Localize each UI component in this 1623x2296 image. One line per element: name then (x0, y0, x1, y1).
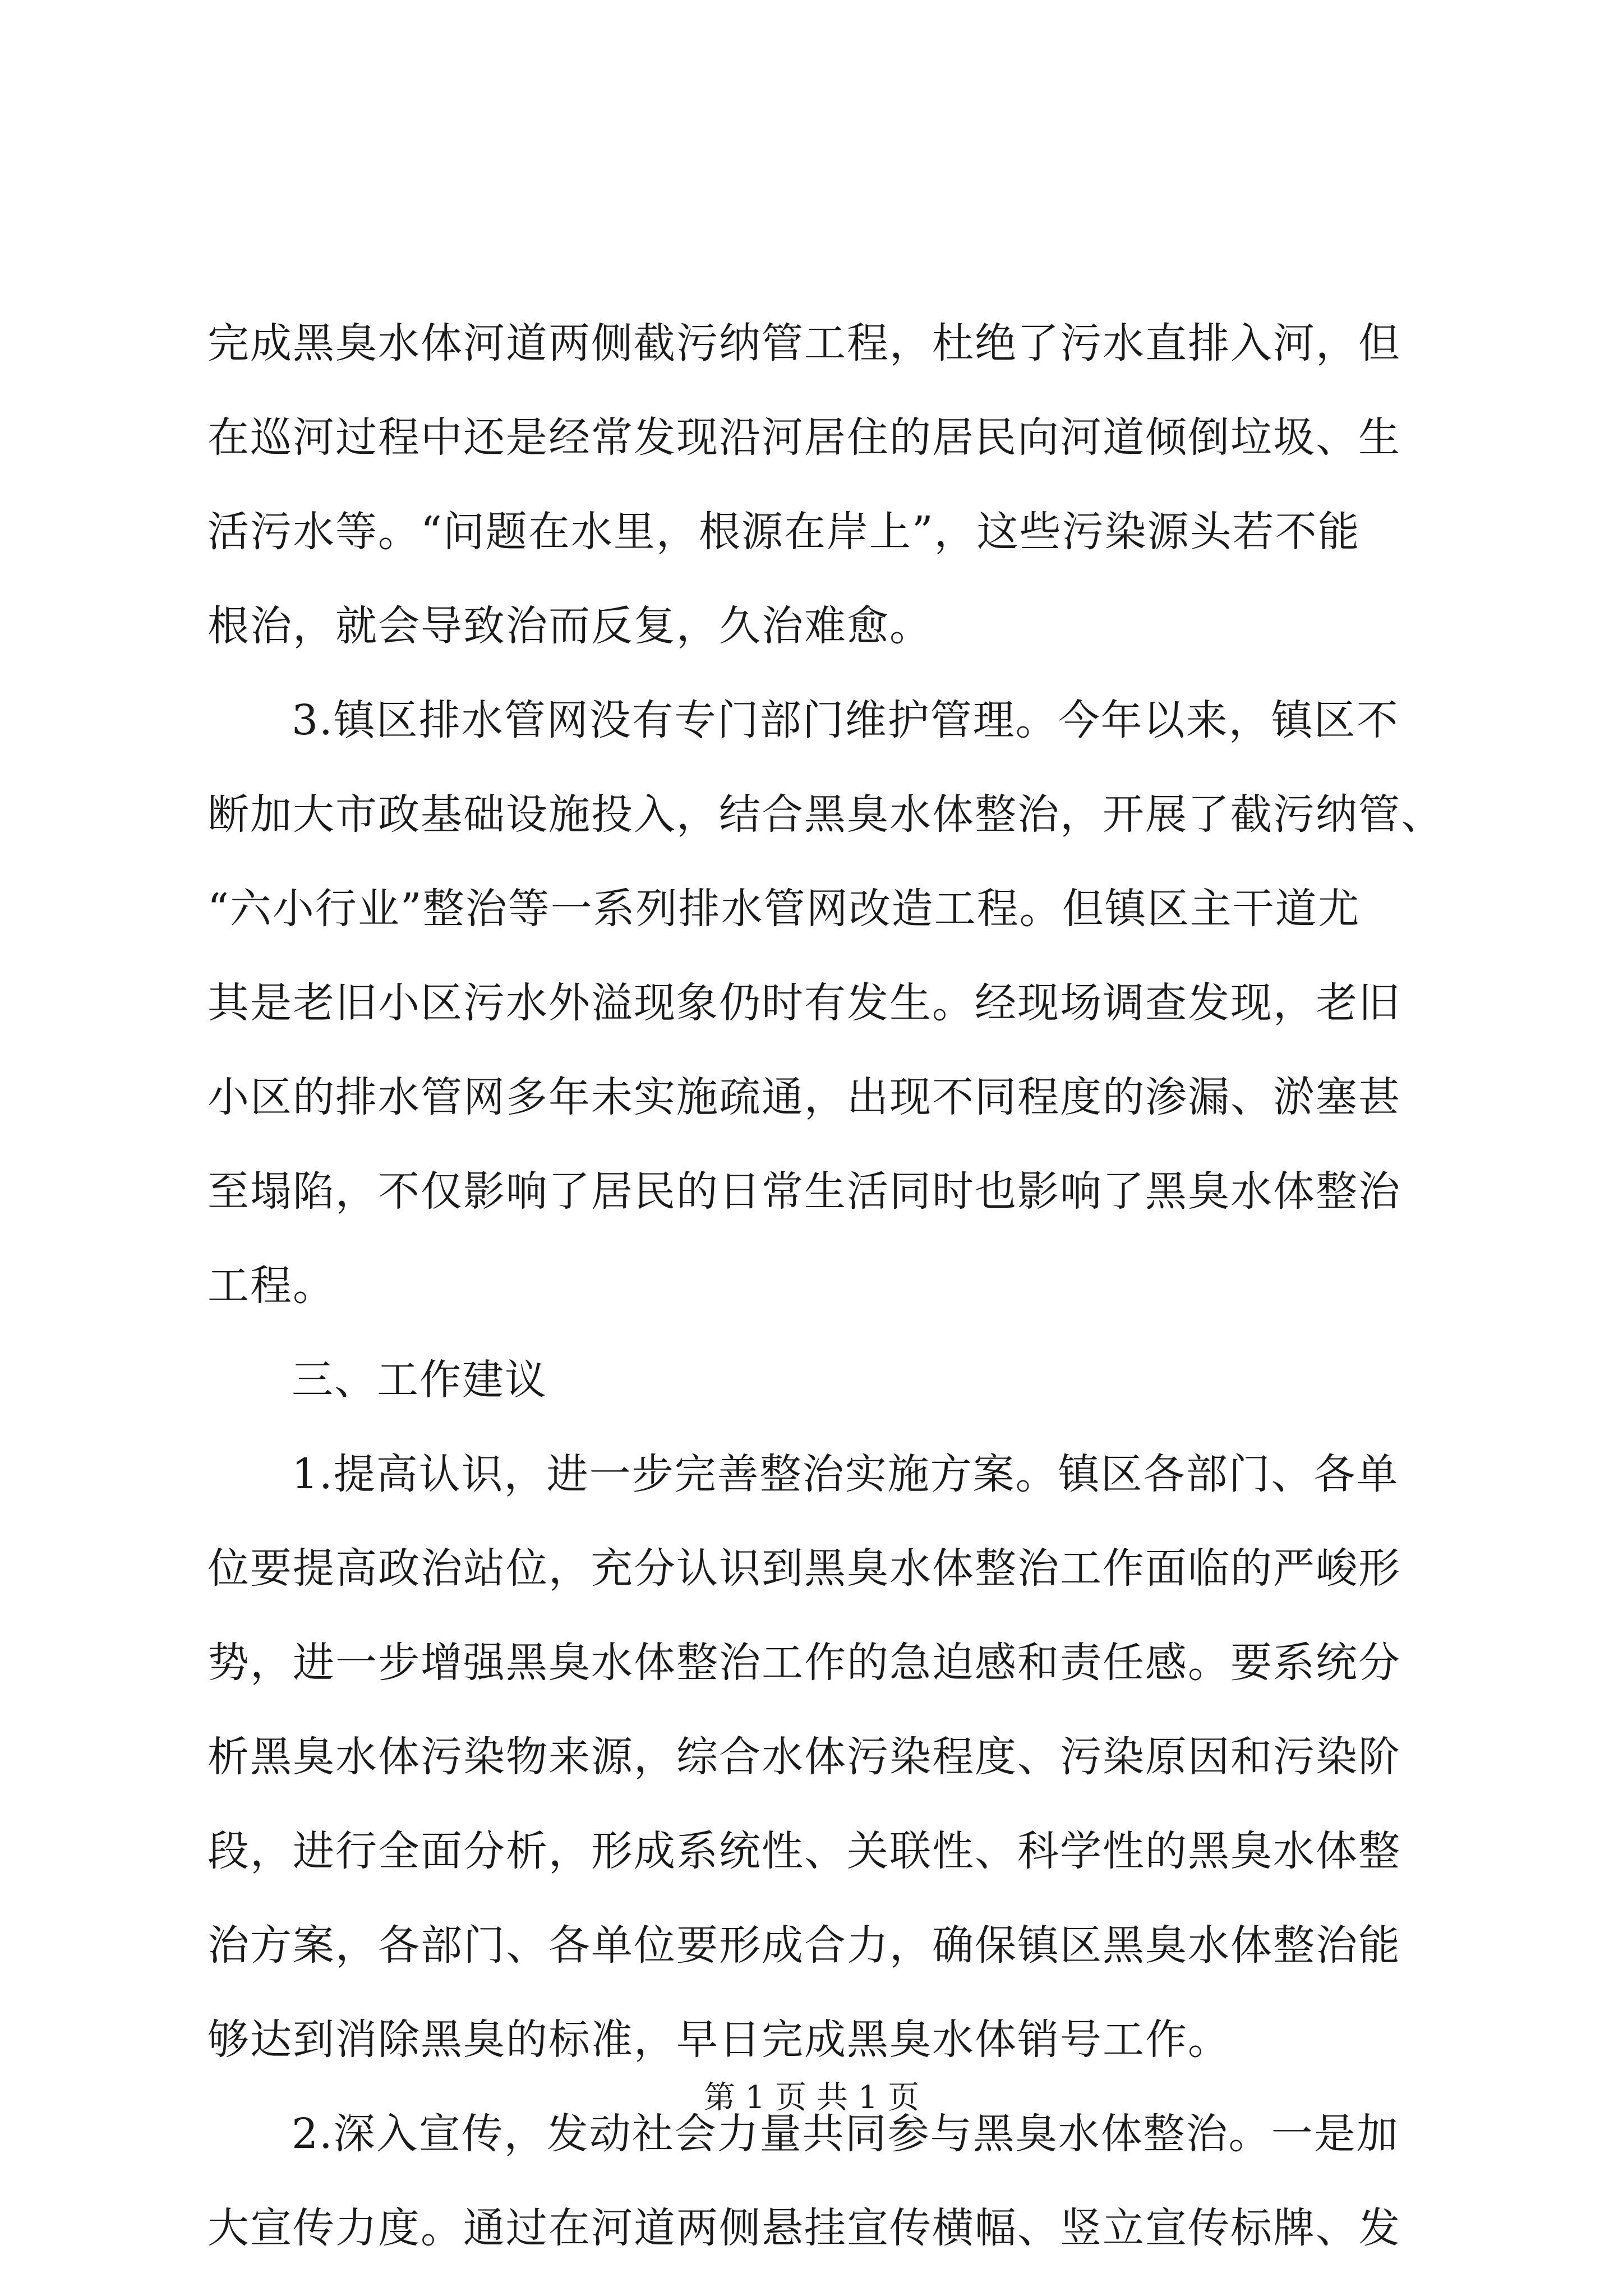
text-line: 够达到消除黑臭的标准，早日完成黑臭水体销号工作。 (208, 2016, 1230, 2064)
text-line: “六小行业”整治等一系列排水管网改造工程。但镇区主干道尤 (208, 885, 1361, 933)
text-line: 断加大市政基础设施投入，结合黑臭水体整治，开展了截污纳管、 (208, 790, 1444, 839)
text-line: 段，进行全面分析，形成系统性、关联性、科学性的黑臭水体整 (208, 1827, 1401, 1875)
section-heading: 三、工作建议 (292, 1356, 547, 1404)
body-text (208, 296, 1444, 2275)
page-footer: 第 1 页 共 1 页 (703, 2079, 920, 2116)
text-line: 析黑臭水体污染物来源，综合水体污染程度、污染原因和污染阶 (208, 1733, 1401, 1781)
text-line: 治方案，各部门、各单位要形成合力，确保镇区黑臭水体整治能 (208, 1921, 1401, 1970)
text-line: 小区的排水管网多年未实施疏通，出现不同程度的渗漏、淤塞甚 (208, 1073, 1401, 1121)
text-line: 根治，就会导致治而反复，久治难愈。 (208, 602, 932, 650)
text-line: 工程。 (208, 1262, 335, 1310)
paragraph-first-line: 2.深入宣传，发动社会力量共同参与黑臭水体整治。一是加 (292, 2110, 1399, 2158)
paragraph-first-line: 1.提高认识，进一步完善整治实施方案。镇区各部门、各单 (292, 1450, 1399, 1498)
text-line: 大宣传力度。通过在河道两侧悬挂宣传横幅、竖立宣传标牌、发 (208, 2204, 1401, 2252)
text-line: 在巡河过程中还是经常发现沿河居住的居民向河道倾倒垃圾、生 (208, 413, 1401, 462)
text-line: 至塌陷，不仅影响了居民的日常生活同时也影响了黑臭水体整治 (208, 1167, 1401, 1216)
text-line: 完成黑臭水体河道两侧截污纳管工程，杜绝了污水直排入河，但 (208, 319, 1401, 367)
text-line: 势，进一步增强黑臭水体整治工作的急迫感和责任感。要系统分 (208, 1639, 1401, 1687)
text-line: 位要提高政治站位，充分认识到黑臭水体整治工作面临的严峻形 (208, 1544, 1401, 1593)
text-line: 其是老旧小区污水外溢现象仍时有发生。经现场调查发现，老旧 (208, 979, 1401, 1027)
paragraph-first-line: 3.镇区排水管网没有专门部门维护管理。今年以来，镇区不 (292, 696, 1399, 744)
text-line: 活污水等。“问题在水里，根源在岸上”，这些污染源头若不能 (208, 508, 1361, 556)
